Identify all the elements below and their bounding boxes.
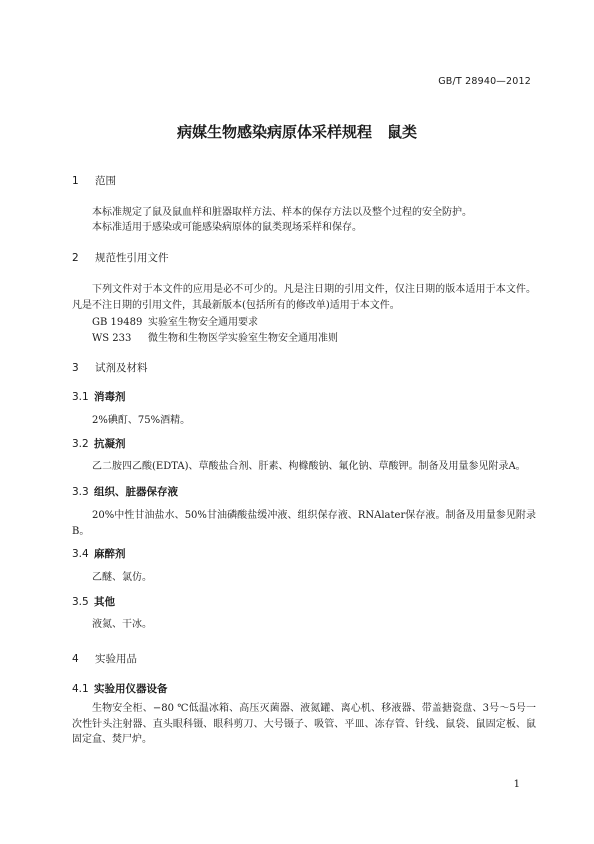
section-number: 2 xyxy=(72,252,79,264)
subsection-3-3-text: 20%中性甘油盐水、50%甘油磷酸盐缓冲液、组织保存液、RNAlater保存液。制备及用量参见附录B。 xyxy=(72,510,536,537)
subsection-number: 3.4 xyxy=(72,548,89,560)
subsection-3-1-text: 2%碘酊、75%酒精。 xyxy=(92,415,191,426)
subsection-4-1-heading xyxy=(72,682,168,696)
subsection-title: 消毒剂 xyxy=(94,391,126,403)
normative-reference xyxy=(92,313,258,328)
reference-title: 实验室生物安全通用要求 xyxy=(148,317,258,328)
section-title: 规范性引用文件 xyxy=(95,252,169,264)
reference-code: GB 19489 xyxy=(92,317,143,328)
subsection-3-5-text: 液氮、干冰。 xyxy=(92,619,152,630)
subsection-3-2-heading xyxy=(72,437,126,451)
subsection-number: 3.1 xyxy=(72,391,89,403)
subsection-3-4-text: 乙醚、氯仿。 xyxy=(92,572,152,583)
section-title: 试剂及材料 xyxy=(95,362,148,374)
section-number: 3 xyxy=(72,362,79,374)
section-1-paragraph-1: 本标准规定了鼠及鼠血样和脏器取样方法、样本的保存方法以及整个过程的安全防护。 xyxy=(92,207,472,218)
section-number: 4 xyxy=(72,653,79,665)
document-title: 病媒生物感染病原体采样规程 鼠类 xyxy=(176,123,417,141)
subsection-3-4-heading xyxy=(72,547,126,561)
subsection-number: 3.5 xyxy=(72,596,89,608)
section-title: 范围 xyxy=(95,175,116,187)
subsection-title: 组织、脏器保存液 xyxy=(94,486,178,498)
subsection-title: 抗凝剂 xyxy=(94,438,126,450)
section-2-heading xyxy=(72,251,169,265)
subsection-3-5-heading xyxy=(72,595,115,609)
section-title: 实验用品 xyxy=(95,653,137,665)
normative-reference xyxy=(92,329,338,344)
standard-code: GB/T 28940—2012 xyxy=(438,76,531,87)
section-1-paragraph-2: 本标准适用于感染或可能感染病原体的鼠类现场采样和保存。 xyxy=(92,222,362,233)
subsection-number: 3.2 xyxy=(72,438,89,450)
subsection-title: 实验用仪器设备 xyxy=(94,683,168,695)
reference-title: 微生物和生物医学实验室生物安全通用准则 xyxy=(148,333,338,344)
subsection-3-3-heading xyxy=(72,485,178,499)
subsection-title: 麻醉剂 xyxy=(94,548,126,560)
section-number: 1 xyxy=(72,175,79,187)
reference-code: WS 233 xyxy=(92,333,132,344)
section-2-paragraph: 下列文件对于本文件的应用是必不可少的。凡是注日期的引用文件，仅注日期的版本适用于本文件。凡是不注日期的引用文件，其最新版本(包括所有的修改单)适用于本文件。 xyxy=(72,284,536,311)
section-3-heading xyxy=(72,361,148,375)
section-4-heading xyxy=(72,652,137,666)
subsection-3-2-text: 乙二胺四乙酸(EDTA)、草酸盐合剂、肝素、枸橼酸钠、氟化钠、草酸钾。制备及用量参见附录A。 xyxy=(92,461,526,472)
page-number: 1 xyxy=(513,779,520,790)
subsection-4-1-text: 生物安全柜、−80 ℃低温冰箱、高压灭菌器、液氮罐、离心机、移液器、带盖搪瓷盘、3号～5号一次性针头注射器、直头眼科镊、眼科剪刀、大号镊子、吸管、平皿、冻存管、针线、鼠袋、鼠固定板、鼠固定盒、焚尸炉。 xyxy=(72,703,536,745)
subsection-3-1-heading xyxy=(72,390,126,404)
subsection-number: 4.1 xyxy=(72,683,89,695)
section-1-heading xyxy=(72,174,116,188)
subsection-number: 3.3 xyxy=(72,486,89,498)
subsection-title: 其他 xyxy=(94,596,115,608)
